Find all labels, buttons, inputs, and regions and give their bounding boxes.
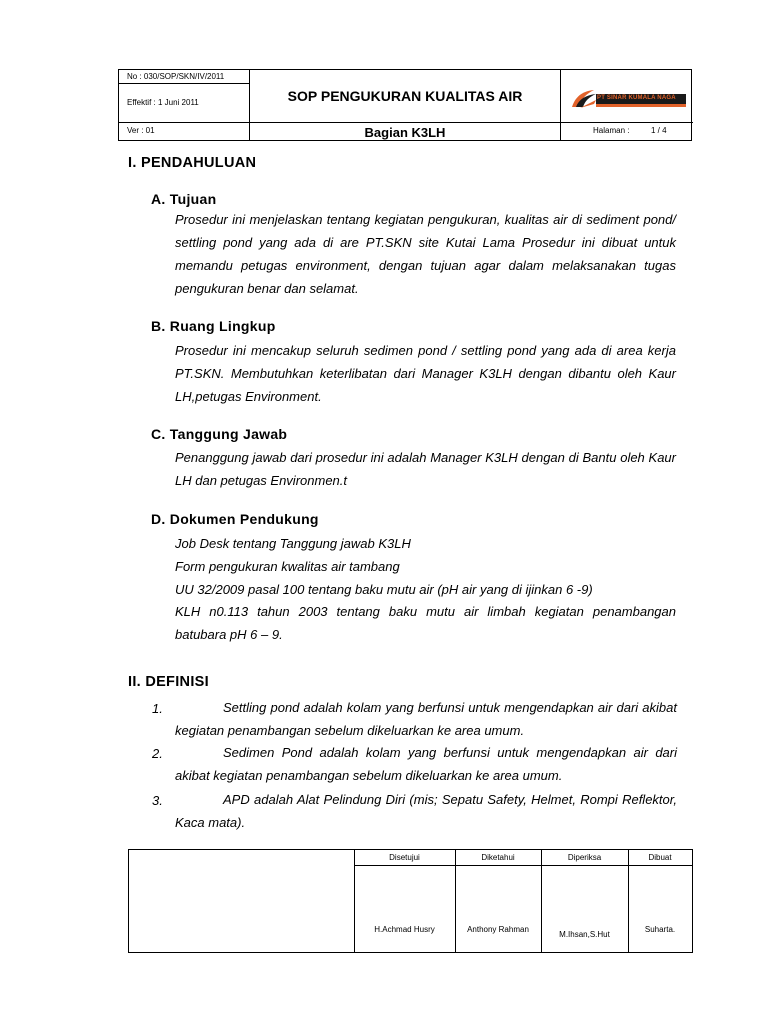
paragraph-ruang-lingkup: Prosedur ini mencakup seluruh sedimen pond / settling pond yang ada di area kerja PT.SKN. Membutuhkan keterlibatan dari Manager K3LH dengan dibantu oleh Kaur LH,petugas Environment.: [175, 343, 676, 404]
definition-number: 3.: [152, 793, 163, 808]
header-divider: [560, 70, 561, 140]
signatory-name: Anthony Rahman: [467, 925, 529, 934]
page-number: 1 / 4: [651, 126, 667, 135]
approval-table: [128, 849, 693, 953]
list-item: Form pengukuran kwalitas air tambang: [175, 559, 400, 574]
list-item: Job Desk tentang Tanggung jawab K3LH: [175, 536, 411, 551]
signatory-name: M.Ihsan,S.Hut: [559, 930, 610, 939]
subsection-title-tanggung-jawab: C. Tanggung Jawab: [151, 426, 288, 442]
definition-text: Settling pond adalah kolam yang berfunsi untuk mengendapkan air dari akibat kegiatan penambangan sebelum dikeluarkan ke area umum.: [175, 700, 677, 738]
document-title: SOP PENGUKURAN KUALITAS AIR: [287, 88, 523, 104]
signatory-name: Suharta.: [644, 925, 676, 934]
approval-header-disetujui: Disetujui: [389, 853, 420, 862]
subsection-title-ruang-lingkup: B. Ruang Lingkup: [151, 318, 276, 334]
department-name: Bagian K3LH: [364, 125, 446, 140]
definition-text: Sedimen Pond adalah kolam yang berfunsi untuk mengendapkan air dari akibat kegiatan penambangan sebelum dikeluarkan ke area umum.: [175, 745, 677, 783]
approval-header-diketahui: Diketahui: [481, 853, 515, 862]
header-divider: [119, 83, 249, 84]
section-title-pendahuluan: I. PENDAHULUAN: [128, 155, 257, 171]
definition-number: 1.: [152, 701, 163, 716]
list-item: KLH n0.113 tahun 2003 tentang baku mutu air limbah kegiatan penambangan batubara pH 6 – 9.: [175, 604, 676, 642]
paragraph-tujuan: Prosedur ini menjelaskan tentang kegiatan pengukuran, kualitas air di sediment pond/ settling pond yang ada di are PT.SKN site Kutai Lama Prosedur ini dibuat untuk memandu petugas environment, dengan tujuan agar dalam melaksanakan tugas pengukuran benar dan selamat.: [175, 212, 676, 296]
document-number: No : 030/SOP/SKN/IV/2011: [127, 72, 225, 81]
section-title-definisi: II. DEFINISI: [128, 674, 209, 690]
paragraph-tanggung-jawab: Penanggung jawab dari prosedur ini adalah Manager K3LH dengan di Bantu oleh Kaur LH dan petugas Environmen.t: [175, 450, 676, 488]
company-logo: [570, 87, 690, 111]
definition-number: 2.: [152, 746, 163, 761]
approval-header-dibuat: Dibuat: [648, 853, 672, 862]
signatory-name: H.Achmad Husry: [374, 925, 435, 934]
approval-header-diperiksa: Diperiksa: [567, 853, 602, 862]
definition-text: APD adalah Alat Pelindung Diri (mis; Sepatu Safety, Helmet, Rompi Reflektor, Kaca mata).: [175, 792, 677, 830]
company-logo-text: PT SINAR KUMALA NAGA: [597, 95, 676, 101]
subsection-title-dokumen-pendukung: D. Dokumen Pendukung: [151, 511, 319, 527]
document-header-table: [118, 69, 692, 141]
header-divider: [119, 122, 693, 123]
page-label: Halaman :: [593, 126, 630, 135]
list-item: UU 32/2009 pasal 100 tentang baku mutu air (pH air yang di ijinkan 6 -9): [175, 582, 593, 597]
effective-date: Effektif : 1 Juni 2011: [127, 98, 199, 107]
subsection-title-tujuan: A. Tujuan: [151, 191, 217, 207]
version-number: Ver : 01: [127, 126, 155, 135]
table-divider: [354, 865, 692, 866]
